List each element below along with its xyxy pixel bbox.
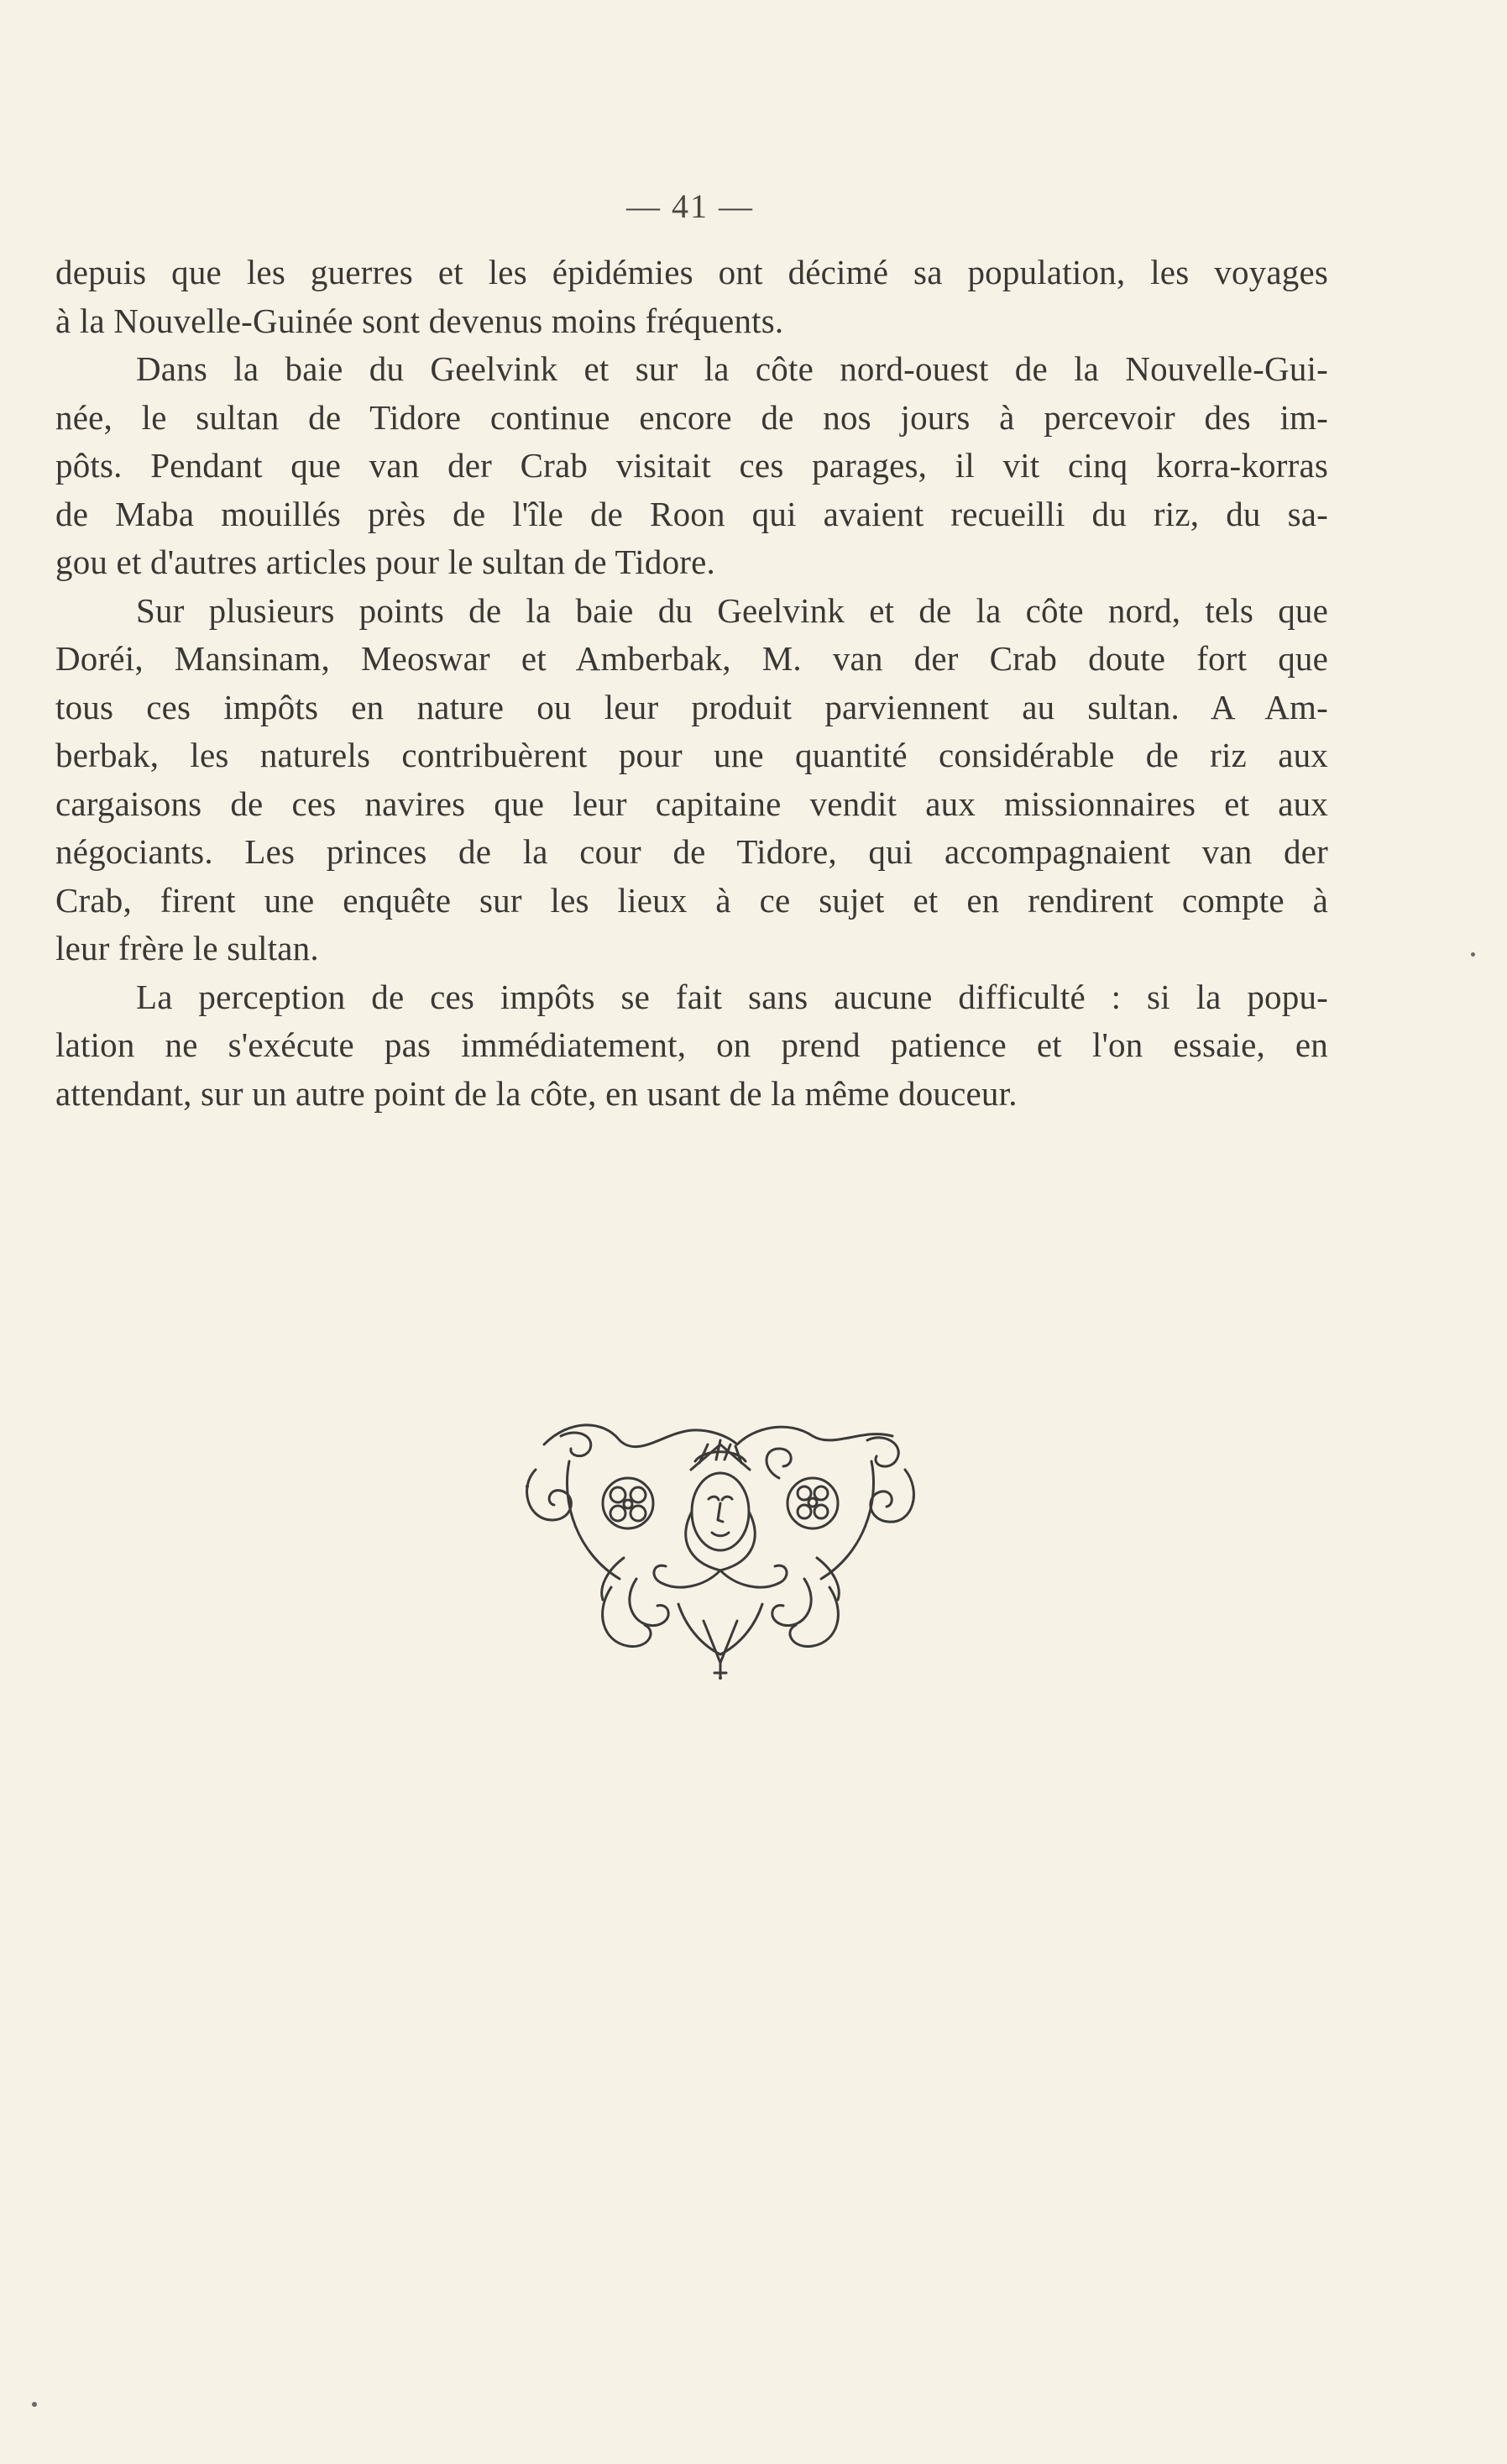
paragraph [55, 973, 1328, 1119]
paragraph [55, 587, 1328, 973]
text-line: tous ces impôts en nature ou leur produit parviennent au sultan. A Am- [55, 687, 1328, 726]
text-line: née, le sultan de Tidore continue encore de nos jours à percevoir des im- [55, 397, 1328, 437]
paper-speck [32, 2402, 37, 2407]
text-line: négociants. Les princes de la cour de Tidore, qui accompagnaient van der [55, 832, 1328, 871]
text-line: Dans la baie du Geelvink et sur la côte nord-ouest de la Nouvelle-Gui- [136, 349, 1328, 388]
body-text [55, 249, 1328, 1118]
text-line: berbak, les naturels contribuèrent pour une quantité considérable de riz aux [55, 736, 1328, 774]
paper-speck [1471, 952, 1475, 957]
text-line: attendant, sur un autre point de la côte, en usant de la même douceur. [55, 1073, 1018, 1113]
text-line: lation ne s'exécute pas immédiatement, on prend patience et l'on essaie, en [55, 1025, 1328, 1064]
text-line: Sur plusieurs points de la baie du Geelvink et de la côte nord, tels que [136, 590, 1328, 630]
text-line: leur frère le sultan. [55, 929, 319, 967]
text-line: gou et d'autres articles pour le sultan de Tidore. [55, 543, 715, 581]
paragraph [55, 249, 1328, 345]
page-number: — 41 — [626, 187, 754, 225]
text-line: pôts. Pendant que van der Crab visitait ces parages, il vit cinq korra-korras [55, 446, 1328, 485]
text-line: cargaisons de ces navires que leur capitaine vendit aux missionnaires et aux [55, 784, 1328, 823]
text-line: depuis que les guerres et les épidémies ont décimé sa population, les voyages [55, 253, 1328, 291]
text-line: Doréi, Mansinam, Meoswar et Amberbak, M. van der Crab doute fort que [55, 639, 1328, 678]
paragraph [55, 345, 1328, 587]
text-line: La perception de ces impôts se fait sans aucune difficulté : si la popu- [136, 977, 1328, 1016]
ornamental-vignette-icon [510, 1411, 930, 1688]
text-line: Crab, firent une enquête sur les lieux à ce sujet et en rendirent compte à [55, 880, 1328, 920]
text-line: de Maba mouillés près de l'île de Roon qui avaient recueilli du riz, du sa- [55, 494, 1328, 533]
text-line: à la Nouvelle-Guinée sont devenus moins fréquents. [55, 301, 784, 340]
